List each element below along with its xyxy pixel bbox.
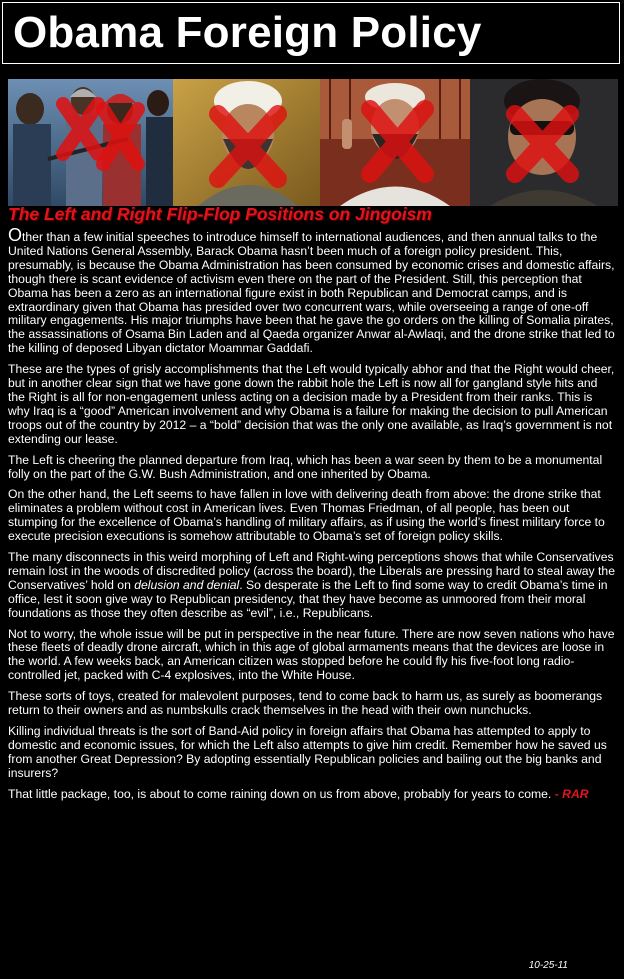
publish-date: 10-25-11 — [528, 960, 568, 971]
article-subtitle: The Left and Right Flip-Flop Positions on Jingoism — [8, 204, 432, 224]
paragraph-1 — [8, 225, 616, 356]
author-signature: - RAR — [554, 786, 589, 801]
anwar-al-awlaqi-photo — [320, 79, 470, 206]
paragraph-9 — [8, 788, 616, 802]
paragraph-4: On the other hand, the Left seems to have fallen in love with delivering death from above: the drone strike that eliminates a problem without cost in American lives. Even Thomas Friedman, of all people, has been out stumping for the excellence of Obama’s handling of military affairs, as if using the world’s finest military force to execute precision executions is somehow attributable to Obama’s set of foreign policy skills. — [8, 487, 605, 544]
paragraph-5 — [8, 551, 616, 621]
paragraph-5-text-a: The many disconnects in this weird morphing of Left and Right-wing perceptions shows that while Conservatives remain lost in the woods of discredited policy (across the board), the Liberals are pressing hard to steal away the Conservatives’ hold on — [8, 550, 615, 592]
anwar-al-awlaqi-image — [320, 79, 470, 206]
article-body — [8, 225, 616, 809]
photo-strip — [8, 79, 618, 206]
title-bar — [2, 2, 620, 64]
osama-bin-laden-photo — [173, 79, 320, 206]
page-title: Obama Foreign Policy — [13, 8, 482, 57]
paragraph-5-emphasis: delusion and denial — [134, 577, 240, 592]
somali-pirates-image — [8, 79, 173, 206]
paragraph-7: These sorts of toys, created for malevolent purposes, tend to come back to harm us, as surely as boomerangs return to their owners and as numbskulls crack themselves in the head with their own nunchucks. — [8, 689, 603, 718]
paragraph-1-text: ther than a few initial speeches to introduce himself to international audiences, and then annual talks to the United Nations General Assembly, Barack Obama hasn’t been much of a foreign policy president. This, presumably, is because the Obama Administration has been consumed by economic crises and domestic affairs, though there is scant evidence of activism even there on the part of the President. Still, this perception that Obama has been a zero as an international figure exist in both Republican and Democrat camps, and is extraordinary given that Obama has presided over two concurrent wars, while overseeing a range of one-off military engagements. His major triumphs have been that he gave the go orders on the killing of Somalia pirates, the assassinations of Osama Bin Laden and al Qaeda organizer Anwar al-Awlaqi, and the drone strike that led to the killing of deposed Libyan dictator Moammar Gaddafi. — [8, 230, 615, 356]
paragraph-8: Killing individual threats is the sort of Band-Aid policy in foreign affairs that Obama has attempted to apply to domestic and economic issues, for which the Left also attempts to give him credit. Remember how he saved us from another Great Depression? By adopting essentially Republican policies and bailing out the big banks and insurers? — [8, 724, 607, 780]
drop-cap: O — [8, 225, 23, 245]
paragraph-6: Not to worry, the whole issue will be put in perspective in the near future. There are now seven nations who have these fleets of deadly drone aircraft, which in this age of global armaments means that the devices are loose in the world. A few weeks back, an American citizen was stopped before he could fly his five-foot long radio-controlled jet, packed with C-4 explosives, into the White House. — [8, 626, 615, 683]
moammar-gaddafi-image — [470, 79, 618, 206]
moammar-gaddafi-photo — [470, 79, 618, 206]
somali-pirates-photo — [8, 79, 173, 206]
paragraph-2: These are the types of grisly accomplishments that the Left would typically abhor and that the Right would cheer, but in another clear sign that we have gone down the rabbit hole the Left is now all for gangland style hits and the Right is all for non-engagement unless acting on a decision made by a President from their ranks. This is why Iraq is a “good” American involvement and why Obama is a failure for making the decision to pull American troops out of the country by 2012 – a “bold” decision that was the only one available, as Iraq’s government is not extending our lease. — [8, 362, 615, 446]
paragraph-9-text: That little package, too, is about to come raining down on us from above, probably for years to come. — [8, 786, 555, 801]
paragraph-5-text-b: . So desperate is the Left to find some way to credit Obama’s time in office, lest it soon give way to Republican presidency, that they have become as unmoored from their moral foundations as those they often describe as “evil”, i.e., Republicans. — [8, 577, 608, 620]
paragraph-3: The Left is cheering the planned departure from Iraq, which has been a war seen by them to be a monumental folly on the part of the G.W. Bush Administration, and one inherited by Obama. — [8, 452, 603, 481]
osama-bin-laden-image — [173, 79, 320, 206]
